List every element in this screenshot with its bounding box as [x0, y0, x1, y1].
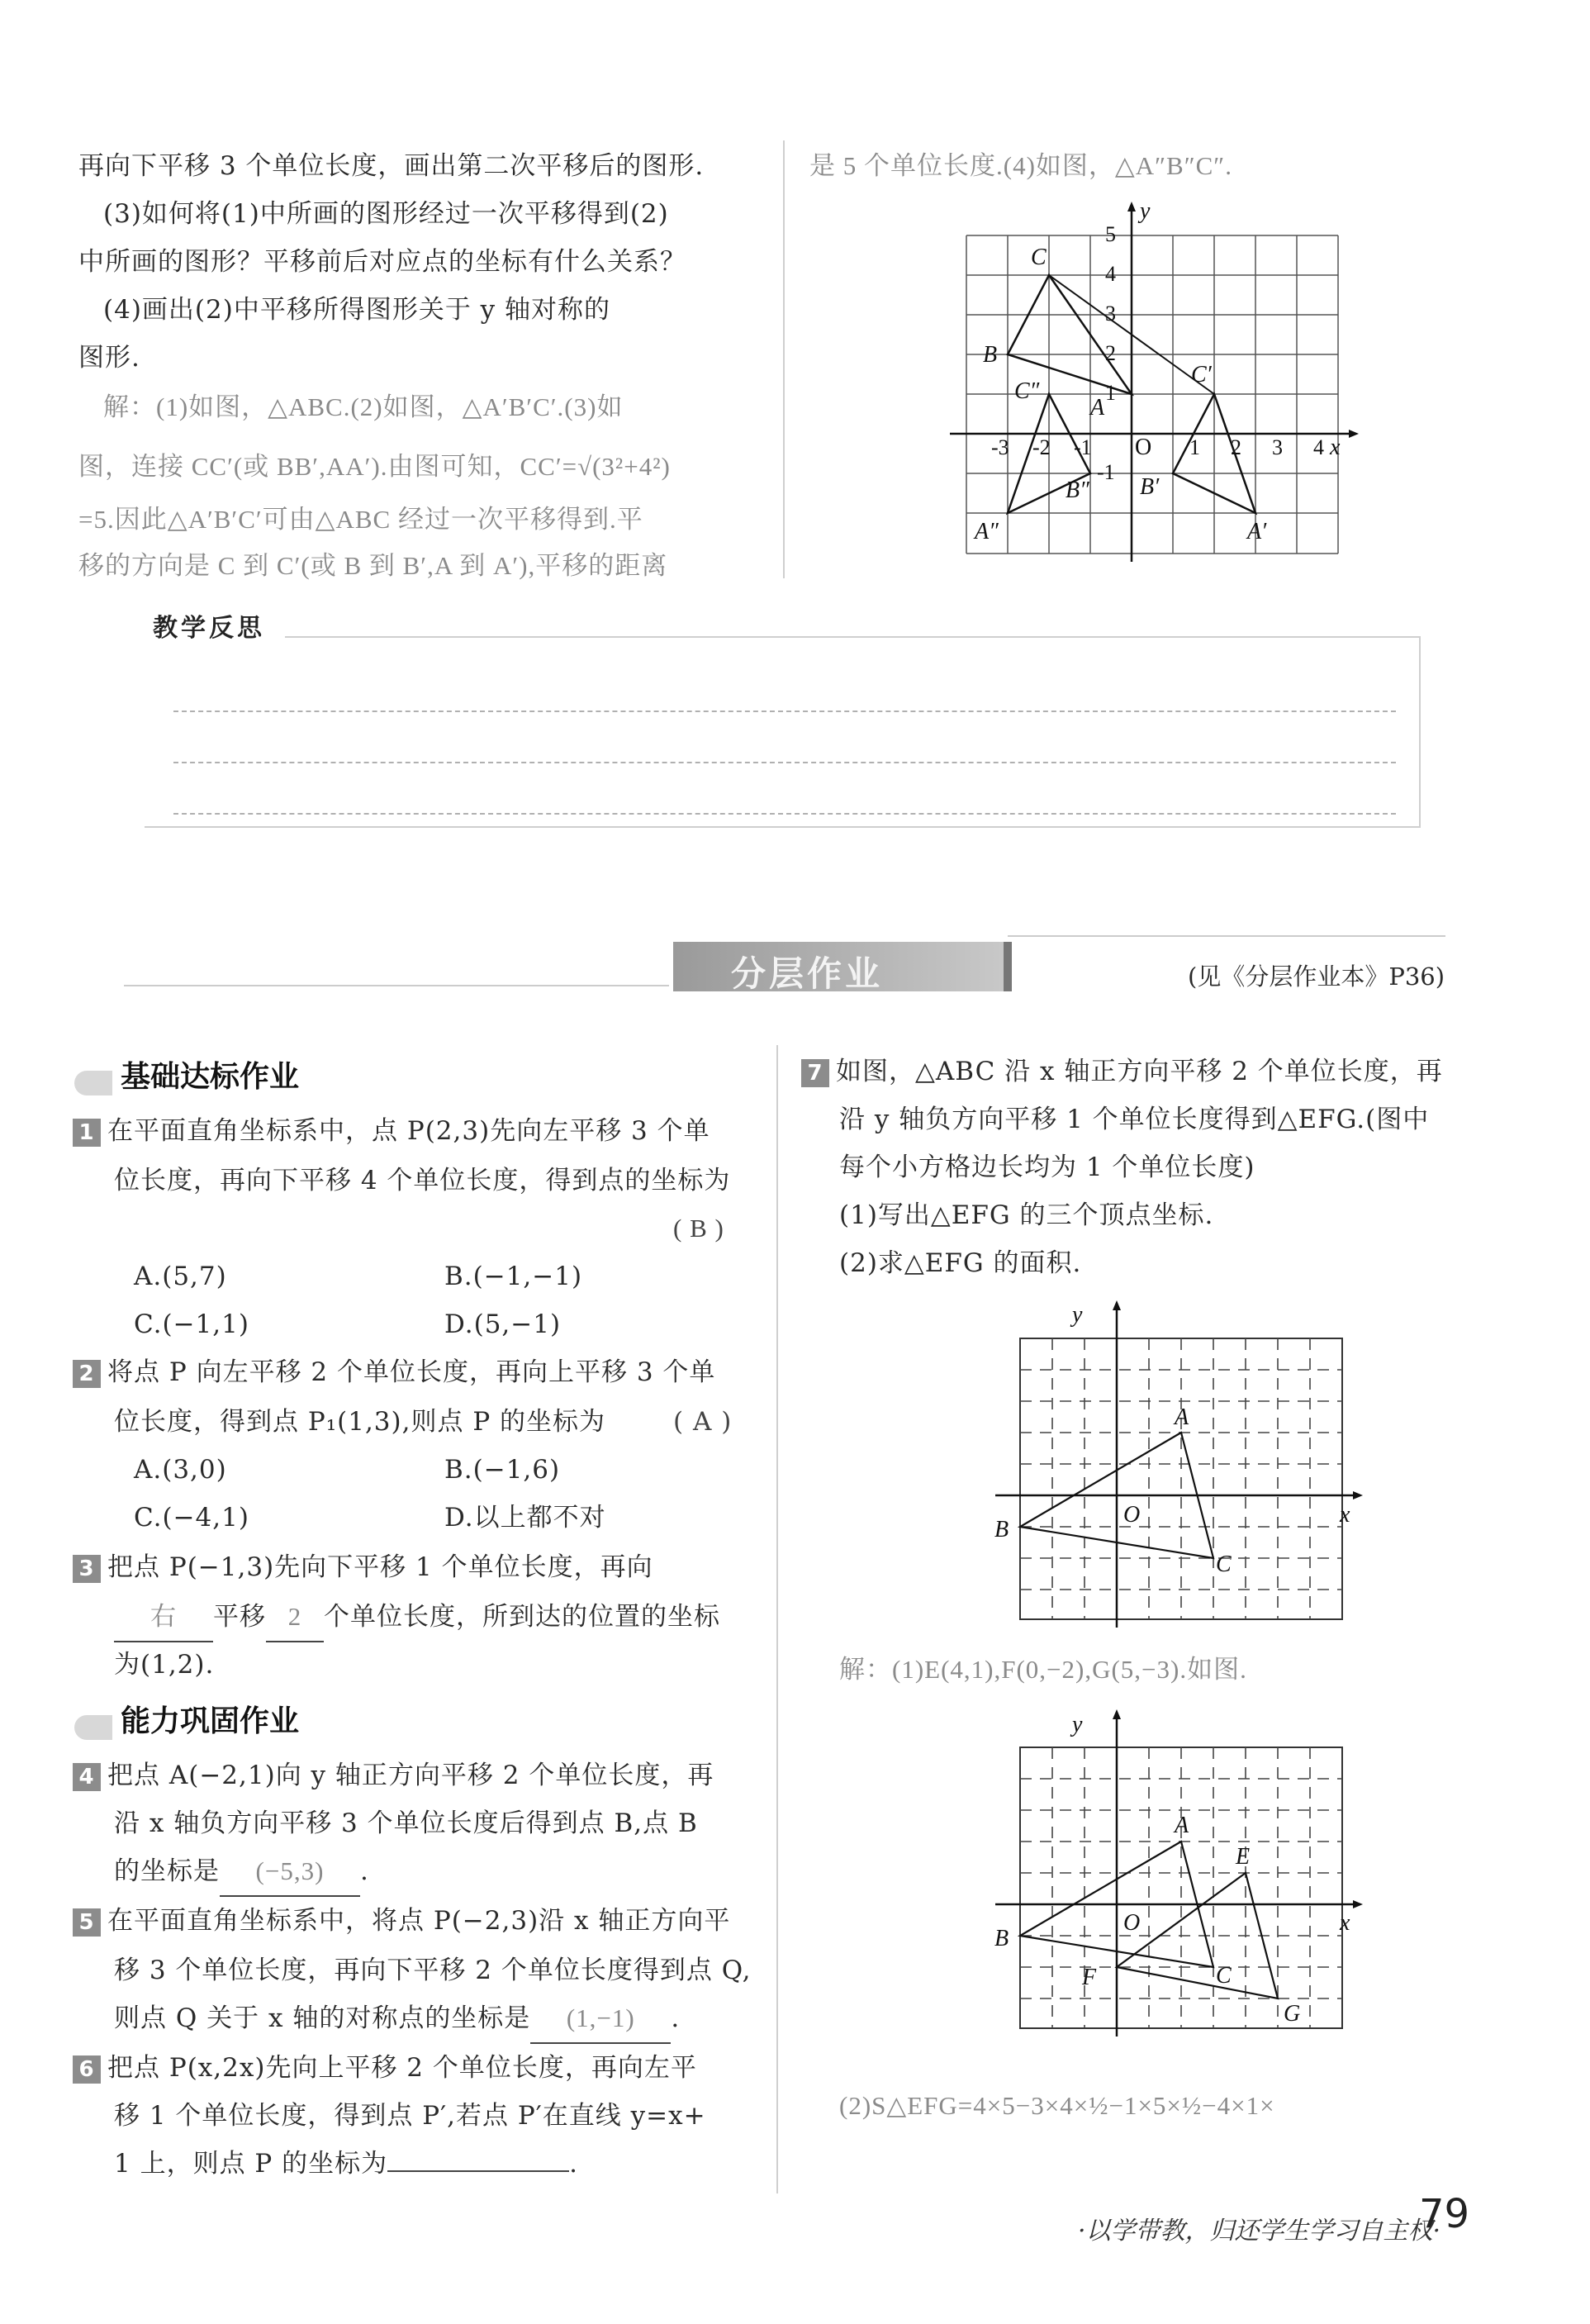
g7b-label-E: E: [1236, 1844, 1251, 1870]
g7-label-B: B: [994, 1517, 1009, 1542]
q3-line2: 中所画的图形？平移前后对应点的坐标有什么关系？: [78, 247, 686, 277]
g7b-label-y: y: [1072, 1712, 1083, 1737]
q1-option-a: A.(5,7): [134, 1262, 227, 1291]
column-divider-top: [783, 140, 785, 578]
g7-label-C: C: [1216, 1552, 1232, 1577]
q3-line3: 为(1,2).: [114, 1650, 215, 1680]
q2-answer: ( A ): [673, 1407, 733, 1437]
ytick: 2: [1105, 341, 1116, 365]
label-O: O: [1135, 435, 1152, 460]
solution-line4: 移的方向是 C 到 C′(或 B 到 B′,A 到 A′),平移的距离: [78, 551, 668, 580]
q7-solution1: 解：(1)E(4,1),F(0,−2),G(5,−3).如图.: [839, 1655, 1247, 1684]
q1-option-c: C.(−1,1): [134, 1309, 249, 1339]
q5-line3: 则点 Q 关于 x 轴的对称点的坐标是 (1,−1) .: [114, 1994, 680, 2044]
label-A: A: [1090, 395, 1105, 421]
reflection-topline: [285, 636, 1421, 638]
q5-line1: 5 在平面直角坐标系中，将点 P(−2,3)沿 x 轴正方向平: [73, 1897, 730, 1945]
reflection-bottomline: [145, 826, 1421, 828]
reflection-line[interactable]: [173, 762, 1396, 763]
q4-line1: 4 把点 A(−2,1)向 y 轴正方向平移 2 个单位长度，再: [73, 1751, 714, 1799]
q2-line2: 位长度，得到点 P₁(1,3),则点 P 的坐标为: [114, 1407, 606, 1437]
q4-line2: 沿 x 轴负方向平移 3 个单位长度后得到点 B,点 B: [114, 1808, 698, 1838]
q4-number: 4: [73, 1763, 101, 1791]
q3-line2: 右 平移 2 个单位长度，所到达的位置的坐标: [114, 1593, 720, 1642]
solution-right-line1: 是 5 个单位长度.(4)如图，△A″B″C″.: [809, 151, 1232, 180]
g7-label-O: O: [1123, 1502, 1141, 1528]
label-Cp: C′: [1191, 362, 1212, 387]
g7b-label-G: G: [1284, 2001, 1301, 2027]
q3-number: 3: [73, 1555, 101, 1583]
q6-line1: 6 把点 P(x,2x)先向上平移 2 个单位长度，再向左平: [73, 2044, 697, 2092]
q7-sub1: (1)写出△EFG 的三个顶点坐标.: [839, 1200, 1214, 1230]
banner-title: 分层作业: [731, 953, 884, 994]
g7-label-x: x: [1340, 1502, 1350, 1528]
label-App: A″: [975, 519, 999, 544]
q6-line2: 移 1 个单位长度，得到点 P′,若点 P′在直线 y=x+: [114, 2101, 706, 2131]
label-Bp: B′: [1140, 474, 1160, 500]
label-Ap: A′: [1247, 519, 1267, 544]
banner-line-right: [1008, 935, 1445, 937]
label-y: y: [1140, 198, 1151, 224]
reflection-line[interactable]: [173, 711, 1396, 712]
q2-option-d: D.以上都不对: [444, 1503, 606, 1533]
page-number: 79: [1419, 2191, 1470, 2237]
solution-line2: 图，连接 CC′(或 BB′,AA′).由图可知，CC′=√(3²+4²): [78, 452, 671, 481]
top-coordinate-graph: [942, 198, 1363, 562]
g7b-label-C: C: [1216, 1963, 1232, 1989]
q2-option-c: C.(−4,1): [134, 1503, 249, 1533]
q6-blank[interactable]: [387, 2170, 569, 2172]
label-C: C: [1031, 245, 1047, 270]
q4-blank[interactable]: (−5,3): [220, 1847, 360, 1897]
xtick: 1: [1189, 435, 1200, 459]
q5-blank[interactable]: (1,−1): [530, 1994, 671, 2044]
g7b-label-B: B: [994, 1926, 1009, 1951]
ytick: 3: [1105, 302, 1116, 326]
label-x: x: [1330, 435, 1341, 460]
q2-option-a: A.(3,0): [134, 1455, 227, 1485]
top-line1: 再向下平移 3 个单位长度，画出第二次平移后的图形.: [78, 151, 705, 181]
q1-answer: ( B ): [673, 1214, 724, 1243]
ytick: 5: [1105, 222, 1116, 246]
g7b-label-A: A: [1175, 1813, 1189, 1838]
q7-solution2: (2)S△EFG=4×5−3×4×½−1×5×½−4×1×: [839, 2091, 1275, 2120]
footer-motto: ·以学带教，归还学生学习自主权·: [1078, 2217, 1441, 2246]
q6-line3: 1 上，则点 P 的坐标为 .: [114, 2149, 579, 2179]
reflection-rightline: [1419, 636, 1421, 826]
reflection-line[interactable]: [173, 813, 1396, 815]
section-basic: 基础达标作业: [74, 1053, 299, 1095]
q1-line1: 1 在平面直角坐标系中，点 P(2,3)先向左平移 3 个单: [73, 1107, 710, 1155]
section-marker-icon: [74, 1715, 112, 1740]
xtick: -2: [1032, 435, 1051, 459]
q7-number: 7: [801, 1059, 829, 1087]
q7-line2: 沿 y 轴负方向平移 1 个单位长度得到△EFG.(图中: [839, 1105, 1430, 1134]
q5-number: 5: [73, 1908, 101, 1937]
q6-number: 6: [73, 2055, 101, 2084]
xtick: 3: [1272, 435, 1283, 459]
label-Bpp: B″: [1066, 478, 1089, 503]
q2-line1: 2 将点 P 向左平移 2 个单位长度，再向上平移 3 个单: [73, 1348, 715, 1396]
solution-line1: 解：(1)如图，△ABC.(2)如图，△A′B′C′.(3)如: [103, 392, 624, 421]
q1-option-d: D.(5,−1): [444, 1309, 562, 1339]
q2-option-b: B.(−1,6): [444, 1455, 561, 1485]
q7-sub2: (2)求△EFG 的面积.: [839, 1248, 1082, 1278]
q3-line1: (3)如何将(1)中所画的图形经过一次平移得到(2): [103, 199, 669, 229]
g7b-label-F: F: [1082, 1965, 1097, 1990]
reflection-title: 教学反思: [153, 614, 265, 643]
xtick: -3: [991, 435, 1009, 459]
label-B: B: [983, 342, 998, 368]
ytick: 4: [1105, 262, 1116, 286]
q1-option-b: B.(−1,−1): [444, 1262, 583, 1291]
xtick: 2: [1231, 435, 1241, 459]
q4-line3: 的坐标是 (−5,3) .: [114, 1847, 369, 1897]
q1-line2: 位长度，再向下平移 4 个单位长度，得到点的坐标为: [114, 1166, 731, 1195]
g7b-label-O: O: [1123, 1910, 1141, 1936]
xtick: 4: [1313, 435, 1324, 459]
q4-line2: 图形.: [78, 343, 140, 373]
q2-number: 2: [73, 1360, 101, 1388]
ytick: 1: [1105, 381, 1116, 405]
column-divider-bottom: [776, 1045, 778, 2193]
q3-blank1[interactable]: 右: [114, 1593, 213, 1642]
banner-line-left: [124, 985, 669, 986]
ytick: -1: [1097, 460, 1115, 484]
q5-line2: 移 3 个单位长度，再向下平移 2 个单位长度得到点 Q,: [114, 1956, 752, 1985]
g7-label-A: A: [1175, 1404, 1189, 1430]
g7b-label-x: x: [1340, 1910, 1350, 1936]
banner: [673, 942, 1012, 994]
solution-line3: =5.因此△A′B′C′可由△ABC 经过一次平移得到.平: [78, 505, 643, 534]
q7-graph: [983, 1289, 1363, 1636]
q7-line1: 7 如图，△ABC 沿 x 轴正方向平移 2 个单位长度，再: [801, 1048, 1443, 1095]
xtick: -1: [1074, 435, 1092, 459]
q3-blank2[interactable]: 2: [266, 1593, 324, 1642]
q3-line1: 3 把点 P(−1,3)先向下平移 1 个单位长度，再向: [73, 1543, 653, 1591]
g7-label-y: y: [1072, 1302, 1083, 1328]
section-marker-icon: [74, 1071, 112, 1095]
banner-ref: (见《分层作业本》P36): [1188, 962, 1445, 991]
section-ability: 能力巩固作业: [74, 1698, 299, 1740]
label-Cpp: C″: [1014, 378, 1040, 404]
q4-line1: (4)画出(2)中平移所得图形关于 y 轴对称的: [103, 295, 611, 325]
q1-number: 1: [73, 1119, 101, 1147]
q7-line3: 每个小方格边长均为 1 个单位长度): [839, 1152, 1255, 1182]
q7-solution-graph: [983, 1702, 1363, 2057]
